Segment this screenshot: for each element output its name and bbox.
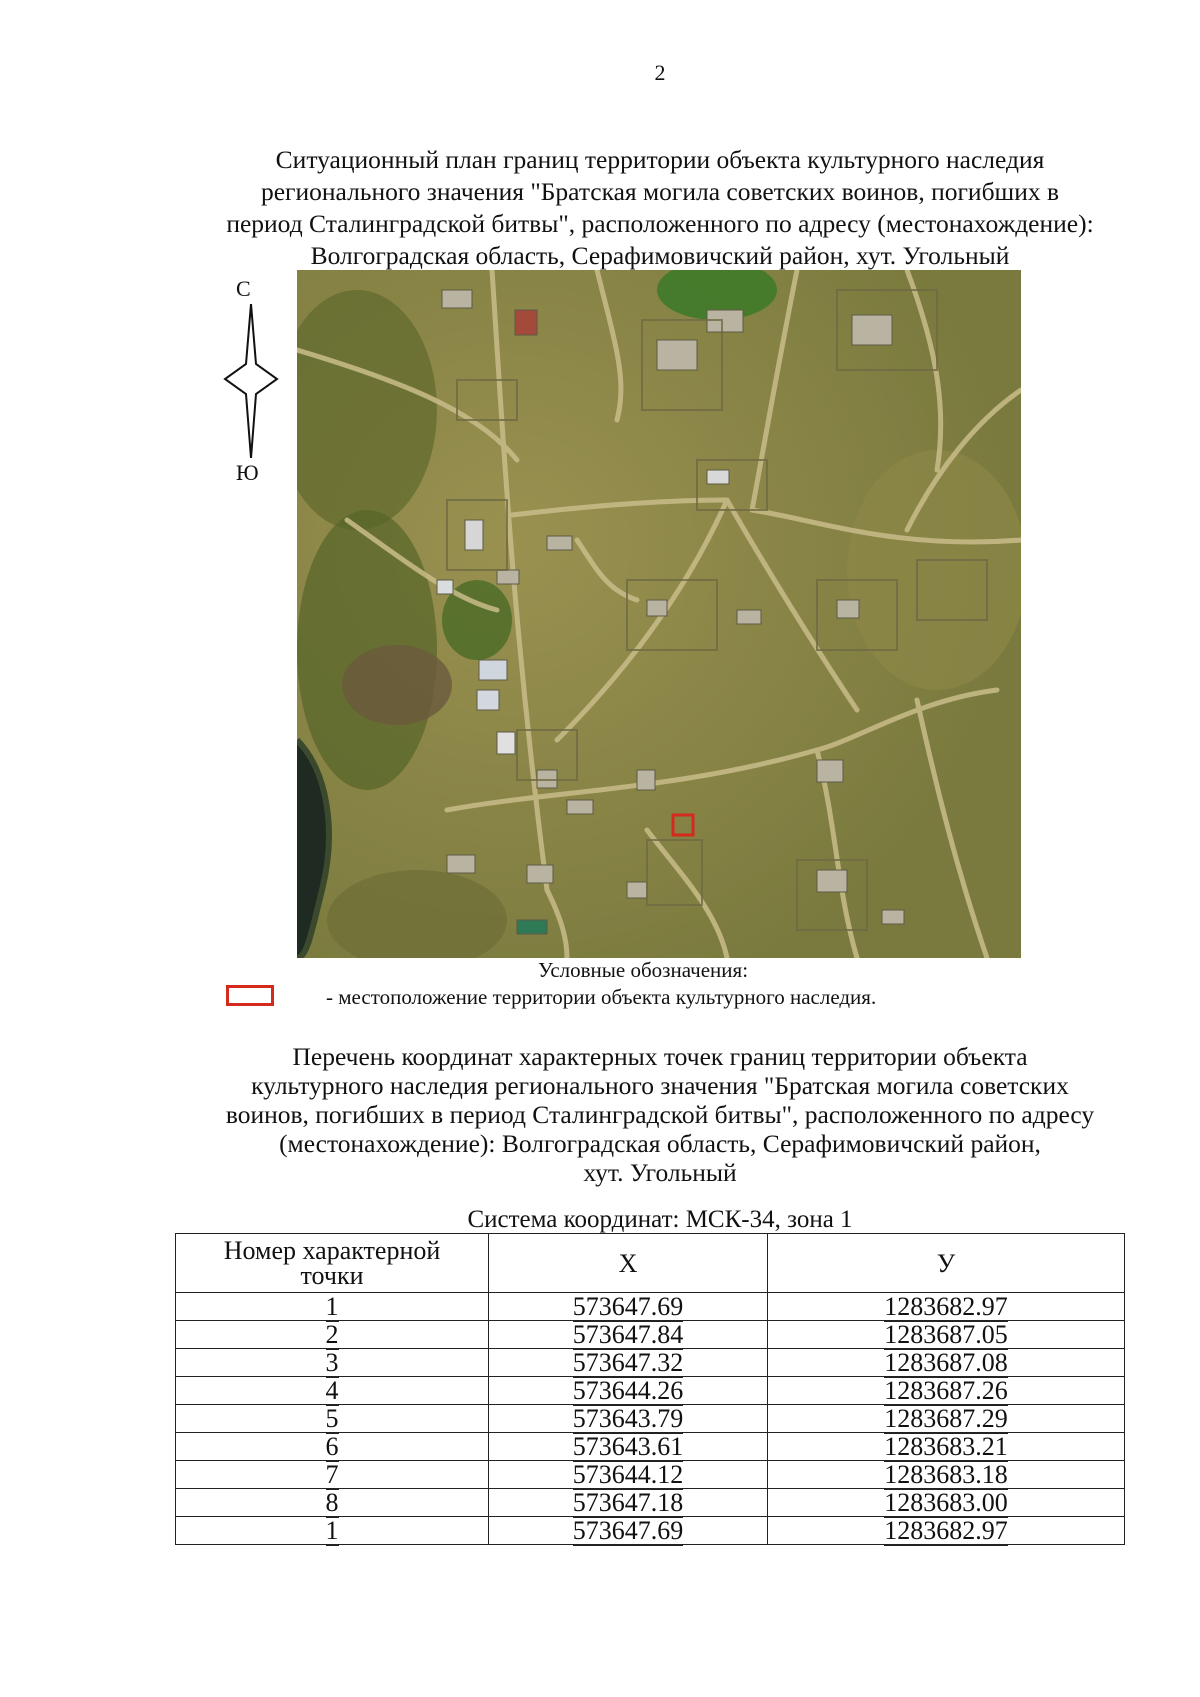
cell-y [768,1293,1125,1321]
table-row [176,1349,1125,1377]
coordinates-title-line: культурного наследия регионального значения "Братская могила советских [251,1071,1069,1100]
x-value: 573647.84 [572,1320,684,1349]
cell-y [768,1517,1125,1545]
north-arrow [222,276,282,486]
cell-point [176,1517,489,1545]
coordinates-title [160,1042,1160,1187]
x-value: 573647.32 [572,1348,684,1377]
cell-point [176,1377,489,1405]
table-row [176,1405,1125,1433]
satellite-map-image [297,270,1021,958]
x-value: 573647.69 [572,1516,684,1545]
y-value: 1283683.00 [884,1488,1008,1517]
x-value: 573643.61 [572,1432,684,1461]
y-value: 1283687.05 [884,1320,1008,1349]
plan-title [160,144,1160,272]
legend-boundary-swatch-icon [226,985,274,1006]
y-value: 1283687.26 [884,1376,1008,1405]
cell-point [176,1349,489,1377]
table-row [176,1433,1125,1461]
coordinates-title-line: (местонахождение): Волгоградская область, Серафимовичский район, [279,1129,1041,1158]
y-value: 1283683.18 [884,1460,1008,1489]
coordinates-title-line: хут. Угольный [583,1158,737,1187]
plan-title-line: период Сталинградской битвы", расположенного по адресу (местонахождение): [226,209,1094,238]
table-header-row [176,1234,1125,1293]
legend-item-text: - местоположение территории объекта культурного наследия. [326,985,877,1009]
north-label: С [236,276,251,301]
cell-point [176,1433,489,1461]
cell-x [489,1349,768,1377]
table-row [176,1377,1125,1405]
table-row [176,1321,1125,1349]
legend-heading: Условные обозначения: [538,958,749,982]
x-value: 573647.18 [572,1488,684,1517]
header-y: У [768,1234,1125,1293]
table-row [176,1461,1125,1489]
cell-y [768,1489,1125,1517]
table-row [176,1293,1125,1321]
satellite-map [297,270,1021,958]
point-value: 7 [325,1460,339,1489]
cell-y [768,1405,1125,1433]
cell-y [768,1321,1125,1349]
x-value: 573644.12 [572,1460,684,1489]
cell-x [489,1293,768,1321]
cell-x [489,1517,768,1545]
table-row [176,1489,1125,1517]
header-point-line2: точки [300,1261,364,1290]
x-value: 573643.79 [572,1404,684,1433]
header-point-line1: Номер характерной [223,1236,441,1265]
cell-point [176,1405,489,1433]
coordinates-table [175,1233,1125,1545]
cell-y [768,1377,1125,1405]
table-row [176,1517,1125,1545]
x-value: 573644.26 [572,1376,684,1405]
point-value: 2 [325,1320,339,1349]
y-value: 1283687.08 [884,1348,1008,1377]
cell-point [176,1489,489,1517]
point-value: 3 [325,1348,339,1377]
north-arrow-icon [222,304,282,458]
point-value: 1 [325,1292,339,1321]
cell-x [489,1489,768,1517]
plan-title-line: Ситуационный план границ территории объекта культурного наследия [275,145,1045,174]
x-value: 573647.69 [572,1292,684,1321]
header-point-number [176,1234,489,1293]
coordinate-system-label: Система координат: МСК-34, зона 1 [467,1206,853,1233]
point-value: 1 [325,1516,339,1545]
header-x: X [489,1234,768,1293]
point-value: 4 [325,1376,339,1405]
cell-point [176,1321,489,1349]
point-value: 6 [325,1432,339,1461]
cell-point [176,1461,489,1489]
y-value: 1283682.97 [884,1516,1008,1545]
south-label: Ю [236,460,259,485]
page-number: 2 [654,60,666,85]
point-value: 5 [325,1404,339,1433]
y-value: 1283687.29 [884,1404,1008,1433]
coordinates-title-line: воинов, погибших в период Сталинградской битвы", расположенного по адресу [225,1100,1095,1129]
plan-title-line: регионального значения "Братская могила советских воинов, погибших в [260,177,1060,206]
cell-y [768,1461,1125,1489]
y-value: 1283682.97 [884,1292,1008,1321]
cell-x [489,1405,768,1433]
cell-x [489,1433,768,1461]
cell-x [489,1461,768,1489]
cell-x [489,1377,768,1405]
cell-y [768,1349,1125,1377]
cell-y [768,1433,1125,1461]
point-value: 8 [325,1488,339,1517]
plan-title-line: Волгоградская область, Серафимовичский район, хут. Угольный [310,241,1010,270]
coordinates-title-line: Перечень координат характерных точек границ территории объекта [292,1042,1028,1071]
cell-point [176,1293,489,1321]
cell-x [489,1321,768,1349]
y-value: 1283683.21 [884,1432,1008,1461]
